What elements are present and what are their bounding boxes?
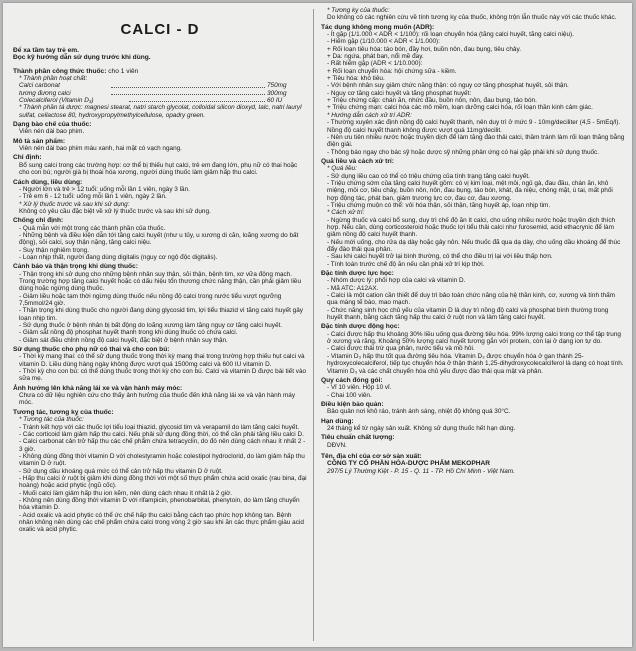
- section: [321, 377, 625, 399]
- section-paragraph: Chưa có dữ liệu nghiên cứu cho thấy ảnh hưởng của thuốc đến khả năng lái xe và vận hành máy móc.: [19, 392, 296, 407]
- section-paragraph: - Vỉ 10 viên. Hộp 10 vỉ.: [327, 384, 392, 392]
- section-paragraph: - Sau khi calci huyết trở lại bình thường, có thể cho điều trị lại với liều thấp hơn.: [327, 253, 553, 261]
- section: [321, 7, 625, 22]
- section-heading: Tác dụng không mong muốn (ADR):: [321, 23, 435, 31]
- section: [321, 270, 625, 321]
- section-paragraph: - Thời kỳ cho con bú: có thể dùng thuốc trong thời kỳ cho con bú. Calci và vitamin D được bài tiết vào sữa mẹ.: [19, 368, 307, 383]
- section: [13, 179, 307, 216]
- section-paragraph: - Thời kỳ mang thai: có thể sử dụng thuốc trong thời kỳ mang thai trong trường hợp thiếu hụt calci và vitamin D. Liều dùng hàng ngày không được vượt quá 1500mg calci và 600 IU vitamin D.: [19, 353, 305, 368]
- section-paragraph: * Hướng dẫn cách xử trí ADR:: [327, 111, 412, 119]
- section-paragraph: - Không dùng đồng thời vitamin D với cholestyramin hoặc colestipol hydroclorid, do làm giảm hấp thu vitamin D ở ruột.: [19, 452, 305, 468]
- section-paragraph: + Triệu chứng mạn: calci hóa các mô mềm, loạn dưỡng calci hóa, rối loạn thần kinh cảm giác.: [327, 104, 593, 112]
- section-paragraph: - Những bệnh và điều kiện dẫn tới tăng calci huyết (như u tủy, u xương di căn, loãng xương do bất động), sỏi calci, suy thận nặng, tăng calci niệu.: [19, 231, 299, 247]
- section-paragraph: Do không có các nghiên cứu về tính tương kỵ của thuốc, không trộn lẫn thuốc này với các thuốc khác.: [327, 14, 617, 22]
- section-paragraph: - Sử dụng dầu khoáng quá mức có thể cản trở hấp thu vitamin D ở ruột.: [19, 467, 223, 475]
- section-heading: Quá liều và cách xử trí:: [321, 157, 394, 165]
- section-paragraph: * Tương tác của thuốc:: [19, 416, 84, 424]
- section-paragraph: - Calci được hấp thu khoảng 30% liều uống qua đường tiêu hóa. 99% lượng calci trong cơ thể tập trung ở xương và răng. Khoảng 50% lượng calci huyết tương gắn với protein, còn lại ở dạng ion tự do.: [327, 330, 621, 346]
- section-paragraph: - Nguy cơ tăng calci huyết và tăng phosphat huyết:: [327, 89, 472, 97]
- section-paragraph: - Sử dụng thuốc ở bệnh nhân bị bất động do loãng xương làm tăng nguy cơ tăng calci huyết.: [19, 322, 283, 330]
- section: [321, 24, 625, 156]
- section-paragraph: 24 tháng kể từ ngày sản xuất. Không sử dụng thuốc hết hạn dùng.: [327, 424, 516, 432]
- excipients-text: * Thành phần tá dược: magnesi stearat, natri starch glycolat, colloidal silicon dioxyd, talc, natri lauryl sulfat, cellactose 80, hydroxypropylmethylcellulose, opadry green.: [19, 104, 302, 119]
- section-paragraph: - Suy thận nghiêm trọng.: [19, 246, 89, 254]
- ingredient-row: [13, 90, 307, 97]
- section-paragraph: - Với bệnh nhân suy giảm chức năng thận: có nguy cơ tăng phosphat huyết, sỏi thận.: [327, 82, 569, 90]
- section-paragraph: Không có yêu cầu đặc biệt về xử lý thuốc trước và sau khi sử dụng.: [19, 207, 211, 215]
- section-paragraph: - Triệu chứng sớm của tăng calci huyết gồm: có vị kim loại, mệt mỏi, ngủ gà, đau đầu, chán ăn, khô miệng, mỏi cơ, tiêu chảy, buồn nôn, nôn, đau bụng, táo bón, khát, đa niệu, chóng mặt, ù tai, mất phối hợp động tác, phát ban, giảm trương lực cơ, đau cơ, đau xương.: [327, 179, 613, 202]
- section-paragraph: * Tương kỵ của thuốc:: [327, 7, 390, 14]
- ingredient-name: Colecalciferol (Vitamin D₃): [19, 97, 94, 105]
- section-paragraph: - Muối calci làm giảm hấp thu ion kẽm, nên dùng cách nhau ít nhất là 2 giờ.: [19, 489, 233, 497]
- section-paragraph: - Thường xuyên xác định nồng độ calci huyết thanh, nên duy trì ở mức 9 - 10mg/deciliter (4,5 - 5mEq/l). Nồng độ calci huyết thanh không được vượt quá 11mg/decilit.: [327, 119, 621, 134]
- section-paragraph: - Hiếm gặp (1/10.000 < ADR < 1/1.000):: [327, 38, 440, 46]
- composition-heading-tail: cho 1 viên: [106, 67, 139, 75]
- section-heading: Dạng bào chế của thuốc:: [13, 121, 92, 129]
- section-paragraph: - Quá mẫn với một trong các thành phần của thuốc.: [19, 224, 166, 232]
- manufacturer-address: 297/5 Lý Thường Kiệt - P. 15 - Q. 11 - TP. Hồ Chí Minh - Việt Nam.: [327, 467, 515, 475]
- left-column: [13, 7, 307, 645]
- ingredient-amount: 60 IU: [267, 97, 283, 105]
- section: [321, 418, 625, 433]
- section-paragraph: + Da: ngứa, phát ban, nổi mề đay.: [327, 53, 424, 61]
- active-ingredients-label: * Thành phần hoạt chất:: [19, 75, 88, 83]
- section-paragraph: - Acid oxalic và acid phytic có thể ức chế hấp thu calci bằng cách tạo phức hợp không tan. Bệnh nhân không nên dùng các chế phẩm chứa calci trong vòng 2 giờ sau khi ăn các thực phẩm giàu acid oxalic và acid phytic.: [19, 511, 304, 534]
- leaflet-sheet: [3, 3, 632, 647]
- section-paragraph: - Không nên dùng đồng thời vitamin D với rifampicin, phenobarbital, phenytoin, do làm tăng chuyển hóa vitamin D.: [19, 496, 300, 512]
- section-paragraph: Bổ sung calci trong các trường hợp: cơ thể bị thiếu hụt calci, trẻ em đang lớn, phụ nữ có thai hoặc cho con bú; người già bị thoái hóa xương, người dùng thuốc làm giảm hấp thu calci.: [19, 161, 298, 177]
- section-paragraph: - Giảm sắt nồng độ phosphat huyết thanh trong khi dùng thuốc có chứa calci.: [19, 329, 238, 337]
- section-paragraph: - Hấp thu calci ở ruột bị giảm khi dùng đồng thời với một số thực phẩm chứa acid oxalic (rau bina, đại hoàng) hoặc acid phytic (ngũ cốc).: [19, 474, 307, 490]
- section-paragraph: + Rối loạn tiêu hóa: táo bón, đầy hơi, buồn nôn, đau bụng, tiêu chảy.: [327, 45, 521, 53]
- section: [13, 385, 307, 407]
- section: [13, 346, 307, 383]
- section: [13, 121, 307, 136]
- manufacturer-heading: Tên, địa chỉ của cơ sở sản xuất:: [321, 452, 422, 460]
- ingredient-row: [13, 82, 307, 89]
- section-paragraph: + Tiêu hóa: khó tiêu.: [327, 75, 385, 83]
- section-paragraph: - Nên ưu tiên nhiều nước hoặc truyền dịch để làm tăng đào thải calci, thầm tránh làm rối loạn thăng bằng điện giải.: [327, 133, 625, 149]
- section-paragraph: - Tránh kết hợp với các thuốc lợi tiểu loại thiazid, glycosid tim và verapamil do làm tăng calci huyết.: [19, 423, 300, 431]
- right-sections: [321, 7, 625, 449]
- ingredient-amount: 300mg: [267, 89, 287, 97]
- section-paragraph: - Ngừng thuốc và calci bổ sung, duy trì chế độ ăn ít calci, cho uống nhiều nước hoặc truyền dịch thích hợp. Nếu cần, dùng corticosteroid hoặc thuốc lợi tiểu thải calci như furosemid, acid ethacrynic để làm giảm nồng độ calci huyết thanh.: [327, 216, 616, 239]
- section-paragraph: - Calci được thải trừ qua phân, nước tiểu và mồ hôi.: [327, 345, 475, 353]
- section: [13, 154, 307, 176]
- section-heading: Tương tác, tương kỵ của thuốc:: [13, 408, 114, 416]
- section-heading: Ảnh hưởng lên khả năng lái xe và vận hành máy móc:: [13, 384, 183, 392]
- section-heading: Quy cách đóng gói:: [321, 376, 383, 384]
- section-paragraph: - Nhóm dược lý: phối hợp của calci và vitamin D.: [327, 277, 466, 285]
- section-heading: Mô tả sản phẩm:: [13, 137, 66, 145]
- section-paragraph: + Triệu chứng cấp: chán ăn, nhức đầu, buồn nôn, nôn, đau bụng, táo bón.: [327, 97, 537, 105]
- section-paragraph: * Quá liều:: [327, 165, 357, 173]
- section-paragraph: - Thận trọng khi dùng thuốc cho người đang dùng glycosid tim, lợi tiểu thiazid vì tăng calci huyết gây loạn nhịp tim.: [19, 307, 303, 322]
- section: [321, 434, 625, 449]
- section: [13, 138, 307, 153]
- column-divider: [313, 9, 314, 641]
- section-heading: Hạn dùng:: [321, 417, 354, 425]
- section: [321, 401, 625, 416]
- section: [13, 409, 307, 534]
- composition-heading: Thành phần công thức thuốc:: [13, 67, 107, 75]
- ingredient-name: tương đương calci: [19, 89, 71, 97]
- section: [321, 158, 625, 268]
- right-column: [321, 7, 625, 645]
- section-paragraph: DĐVN.: [327, 441, 347, 449]
- section-paragraph: - Thông báo ngay cho bác sỹ hoặc dược sỹ những phản ứng có hại gặp phải khi sử dụng thuốc.: [327, 148, 600, 156]
- section-paragraph: - Vitamin D₃ hấp thu tốt qua đường tiêu hóa. Vitamin D₃ được chuyển hóa ở gan thành 25-hydroxycolecalciferol, tiếp tục chuyển hóa ở thận thành 1,25-dihydroxycolecalciferol là dạng có hoạt tính. Vitamin D₃ và các chất chuyển hóa chủ yếu được đào thải qua mật và phân.: [327, 352, 624, 375]
- section-heading: Chỉ định:: [13, 154, 42, 162]
- section-paragraph: - Giảm liều hoặc tạm thời ngừng dùng thuốc nếu nồng độ calci trong nước tiểu vượt ngưỡng 7,5mmol/24 giờ.: [19, 292, 282, 307]
- section-paragraph: - Thận trọng khi sử dụng cho những bệnh nhân suy thận, sỏi thận, bệnh tim, xơ vữa động mạch. Trong trường hợp tăng calci huyết hoặc có dấu hiệu tổn thương chức năng thận, cần phải giảm liều dùng hoặc ngừng dùng thuốc.: [19, 270, 302, 293]
- section-heading: Đặc tính dược động học:: [321, 323, 400, 331]
- section-paragraph: - Chai 100 viên.: [327, 391, 372, 399]
- left-sections: [13, 121, 307, 534]
- product-title: CALCI - D: [120, 21, 200, 38]
- section-paragraph: - Tính toán trước chế độ ăn nếu cần phải xử trí kịp thời.: [327, 260, 485, 268]
- section-paragraph: * Xử lý thuốc trước và sau khi sử dụng:: [19, 200, 130, 208]
- section-paragraph: - Triệu chứng muộn có thể: vôi hóa thận, sỏi thận, tăng huyết áp, loạn nhịp tim.: [327, 201, 551, 209]
- section-paragraph: - Calci là một cation cần thiết để duy trì bảo toàn chức năng của hệ thần kinh, cơ, xương và tính thấm qua màng tế bào, mao mạch.: [327, 292, 615, 307]
- section-paragraph: - Các corticoid làm giảm hấp thu calci. Nếu phải sử dụng đồng thời, có thể cần phải tăng liều calci D.: [19, 430, 304, 438]
- section-paragraph: - Mã ATC: A12AX.: [327, 284, 379, 292]
- section: [321, 323, 625, 374]
- section-heading: Chống chỉ định:: [13, 217, 64, 225]
- section-paragraph: - Rất hiếm gặp (ADR < 1/10.000):: [327, 60, 423, 68]
- manufacturer-name: CÔNG TY CỔ PHẦN HÓA-DƯỢC PHẨM MEKOPHAR: [327, 460, 490, 468]
- section-paragraph: - Loạn nhịp thất, người đang dùng digitalis (nguy cơ ngộ độc digitalis).: [19, 253, 218, 261]
- ingredient-amount: 750mg: [267, 82, 287, 90]
- warning-read-instructions: Đọc kỹ hướng dẫn sử dụng trước khi dùng.: [13, 54, 151, 62]
- section-heading: Sử dụng thuốc cho phụ nữ có thai và cho con bú:: [13, 346, 170, 354]
- composition-section: [13, 68, 307, 75]
- section: [13, 263, 307, 344]
- section-heading: Điều kiện bảo quản:: [321, 400, 384, 408]
- section-paragraph: Viên nén dài bao phim màu xanh, hai mặt có vạch ngang.: [19, 145, 182, 153]
- warning-children: Để xa tầm tay trẻ em.: [13, 47, 79, 54]
- section-paragraph: - Chức năng sinh học chủ yếu của vitamin D là duy trì nồng độ calci và phosphat bình thường trong huyết thanh, bằng cách tăng hấp thu calci ở ruột non và làm tăng calci huyết.: [327, 306, 609, 322]
- section-heading: Cảnh báo và thận trọng khi dùng thuốc:: [13, 263, 138, 271]
- section-paragraph: - Calci carbonat cản trở hấp thu các chế phẩm chứa tetracyclin, do đó nên dùng cách nhau ít nhất 2 - 3 giờ.: [19, 438, 306, 453]
- section-paragraph: - Nếu mới uống, cho rửa dạ dày hoặc gây nôn. Nếu thuốc đã qua dạ dày, cho uống dầu khoáng để thúc đẩy đào thải qua phân.: [327, 238, 621, 253]
- section: [13, 217, 307, 261]
- section-paragraph: - Sử dụng liều cao có thể có triệu chứng của tình trạng tăng calci huyết.: [327, 172, 530, 180]
- section-paragraph: + Rối loạn chuyển hóa: hội chứng sữa - kiềm.: [327, 67, 457, 75]
- section-paragraph: - Ít gặp (1/1.000 < ADR < 1/100): rối loạn chuyển hóa (tăng calci huyết, tăng calci niệu).: [327, 31, 574, 39]
- section-paragraph: - Người lớn và trẻ > 12 tuổi: uống mỗi lần 1 viên, ngày 3 lần.: [19, 185, 190, 193]
- section-paragraph: * Cách xử trí:: [327, 209, 365, 217]
- section-heading: Tiêu chuẩn chất lượng:: [321, 434, 395, 442]
- section-heading: Đặc tính dược lực học:: [321, 270, 394, 278]
- section-paragraph: - Trẻ em 6 - 12 tuổi: uống mỗi lần 1 viên, ngày 2 lần.: [19, 193, 167, 201]
- section-paragraph: Bảo quản nơi khô ráo, tránh ánh sáng, nhiệt độ không quá 30°C.: [327, 408, 511, 416]
- section-paragraph: - Giảm sát điều chỉnh nồng độ calci huyết, đặc biệt ở bệnh nhân suy thận.: [19, 336, 228, 344]
- section-heading: Cách dùng, liều dùng:: [13, 178, 83, 186]
- ingredient-name: Calci carbonat: [19, 82, 60, 90]
- section-paragraph: Viên nén dài bao phim.: [19, 128, 85, 136]
